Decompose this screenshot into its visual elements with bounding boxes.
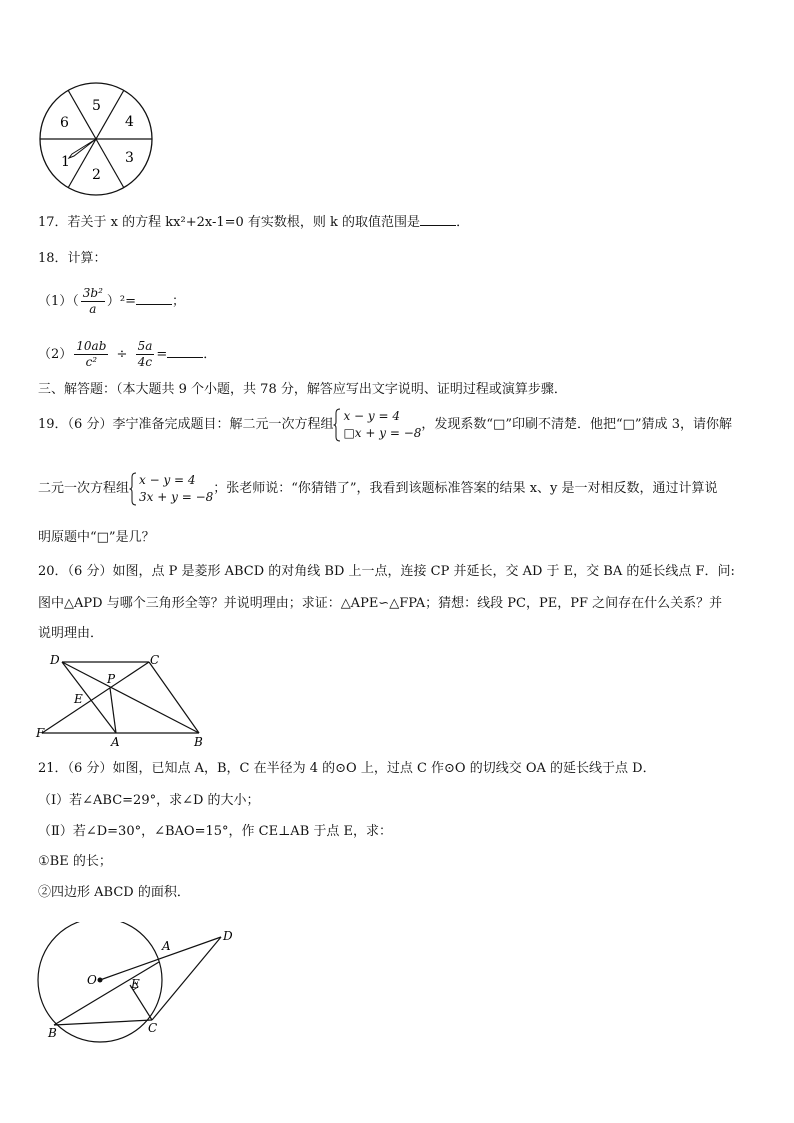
q18-part1 bbox=[38, 286, 185, 317]
question-18 bbox=[38, 250, 107, 268]
label-D: D bbox=[223, 929, 233, 943]
question-21-line-5 bbox=[38, 884, 190, 902]
spinner-figure bbox=[36, 82, 158, 196]
question-20-line-2 bbox=[38, 595, 722, 613]
q21-line5: ②四边形 ABCD 的面积． bbox=[38, 885, 190, 900]
answer-blank bbox=[420, 213, 456, 226]
answer-blank bbox=[136, 292, 172, 305]
question-19-line-2 bbox=[38, 472, 718, 506]
question-21-line-1 bbox=[38, 760, 656, 778]
question-19-line-1 bbox=[38, 408, 732, 442]
q21-line2: （Ⅰ）若∠ABC=29°，求∠D 的大小； bbox=[38, 793, 260, 808]
q19-equation-system-2 bbox=[129, 472, 213, 506]
q18-p2-end: ． bbox=[203, 347, 217, 362]
sector-label-1: 1 bbox=[61, 154, 70, 170]
q18-p1-numerator: 3b² bbox=[82, 286, 103, 300]
label-O: O bbox=[87, 973, 97, 987]
label-E: E bbox=[74, 692, 83, 706]
q18-p2-fraction-1 bbox=[74, 339, 108, 370]
q18-p2-label: （2） bbox=[38, 347, 73, 362]
q19-middle: ，发现系数“□”印刷不清楚．他把“□”猜成 3，请你解 bbox=[421, 417, 732, 432]
question-21-line-2 bbox=[38, 792, 260, 810]
q17-end: ． bbox=[456, 215, 470, 230]
q20-line3: 说明理由． bbox=[38, 626, 104, 641]
section-3-heading bbox=[38, 381, 567, 399]
question-19-line-3 bbox=[38, 529, 155, 547]
q19-equation-system-1 bbox=[333, 408, 421, 442]
q18-text: 18．计算： bbox=[38, 251, 107, 266]
label-F: F bbox=[36, 726, 45, 740]
question-21-line-4 bbox=[38, 853, 112, 871]
label-D: D bbox=[50, 653, 60, 667]
q18-p2-fraction-2 bbox=[136, 339, 155, 370]
circle-tangent-figure bbox=[34, 922, 244, 1046]
q20-line1: 20．（6 分）如图，点 P 是菱形 ABCD 的对角线 BD 上一点，连接 CP 并延长，交 AD 于 E，交 BA 的延长线点 F．问: bbox=[38, 564, 735, 579]
answer-blank bbox=[167, 345, 203, 358]
question-21-line-3 bbox=[38, 823, 392, 841]
label-C: C bbox=[148, 1021, 158, 1035]
label-A: A bbox=[111, 735, 120, 749]
q19-sys1-equation-1: x − y = 4 bbox=[343, 409, 401, 423]
q21-line4: ①BE 的长； bbox=[38, 854, 112, 869]
sector-label-2: 2 bbox=[92, 167, 101, 183]
q18-p2-numerator-2: 5a bbox=[137, 339, 153, 353]
q21-line3: （Ⅱ）若∠D=30°，∠BAO=15°，作 CE⊥AB 于点 E，求： bbox=[38, 824, 393, 839]
q18-p1-label: （1）（ bbox=[38, 294, 79, 309]
q19-sys1-equation-2: □x + y = −8 bbox=[343, 426, 422, 440]
section-3-text: 三、解答题：（本大题共 9 个小题，共 78 分，解答应写出文字说明、证明过程或演算步骤． bbox=[38, 382, 567, 397]
sector-label-6: 6 bbox=[60, 115, 69, 131]
rhombus-figure bbox=[34, 650, 214, 750]
question-17 bbox=[38, 213, 469, 232]
spinner-pointer bbox=[69, 139, 96, 158]
q19-line2-prefix: 二元一次方程组 bbox=[38, 481, 130, 496]
q17-text: 17．若关于 x 的方程 kx²+2x-1=0 有实数根，则 k 的取值范围是 bbox=[38, 215, 421, 230]
q19-line2-suffix: ；张老师说：“你猜错了”，我看到该题标准答案的结果 x、y 是一对相反数，通过计算说 bbox=[213, 481, 718, 496]
q19-sys2-equation-2: 3x + y = −8 bbox=[139, 490, 214, 504]
label-E: E bbox=[131, 977, 140, 991]
q18-p1-fraction bbox=[81, 286, 105, 317]
q18-part2 bbox=[38, 339, 216, 370]
sector-label-5: 5 bbox=[92, 98, 101, 114]
q21-line1: 21．（6 分）如图，已知点 A，B，C 在半径为 4 的⊙O 上，过点 C 作⊙O 的切线交 OA 的延长线于点 D． bbox=[38, 761, 656, 776]
q19-sys2-equation-1: x − y = 4 bbox=[139, 473, 196, 487]
label-B: B bbox=[48, 1026, 57, 1040]
label-C: C bbox=[150, 653, 160, 667]
question-20-line-3 bbox=[38, 625, 103, 643]
q18-p1-denominator: a bbox=[89, 302, 97, 316]
q18-p1-end: ； bbox=[172, 294, 186, 309]
label-P: P bbox=[107, 672, 116, 686]
question-20-line-1 bbox=[38, 563, 735, 581]
q18-p2-divide: ÷ bbox=[116, 347, 128, 362]
label-A: A bbox=[162, 939, 171, 953]
q18-p1-tail: ）²= bbox=[106, 294, 137, 309]
q19-prefix: 19．（6 分）李宁准备完成题目：解二元一次方程组 bbox=[38, 417, 334, 432]
q19-line3: 明原题中“□”是几？ bbox=[38, 530, 155, 545]
q18-p2-numerator-1: 10ab bbox=[76, 339, 107, 353]
sector-label-4: 4 bbox=[125, 114, 134, 130]
label-B: B bbox=[194, 735, 203, 749]
q18-p2-denominator-2: 4c bbox=[137, 355, 153, 369]
sector-label-3: 3 bbox=[125, 150, 134, 166]
q18-p2-equals: = bbox=[156, 347, 168, 362]
q20-line2: 图中△APD 与哪个三角形全等？并说明理由；求证：△APE∽△FPA；猜想：线段 PC，PE，PF 之间存在什么关系？并 bbox=[38, 596, 723, 611]
q18-p2-denominator-1: c² bbox=[85, 355, 98, 369]
